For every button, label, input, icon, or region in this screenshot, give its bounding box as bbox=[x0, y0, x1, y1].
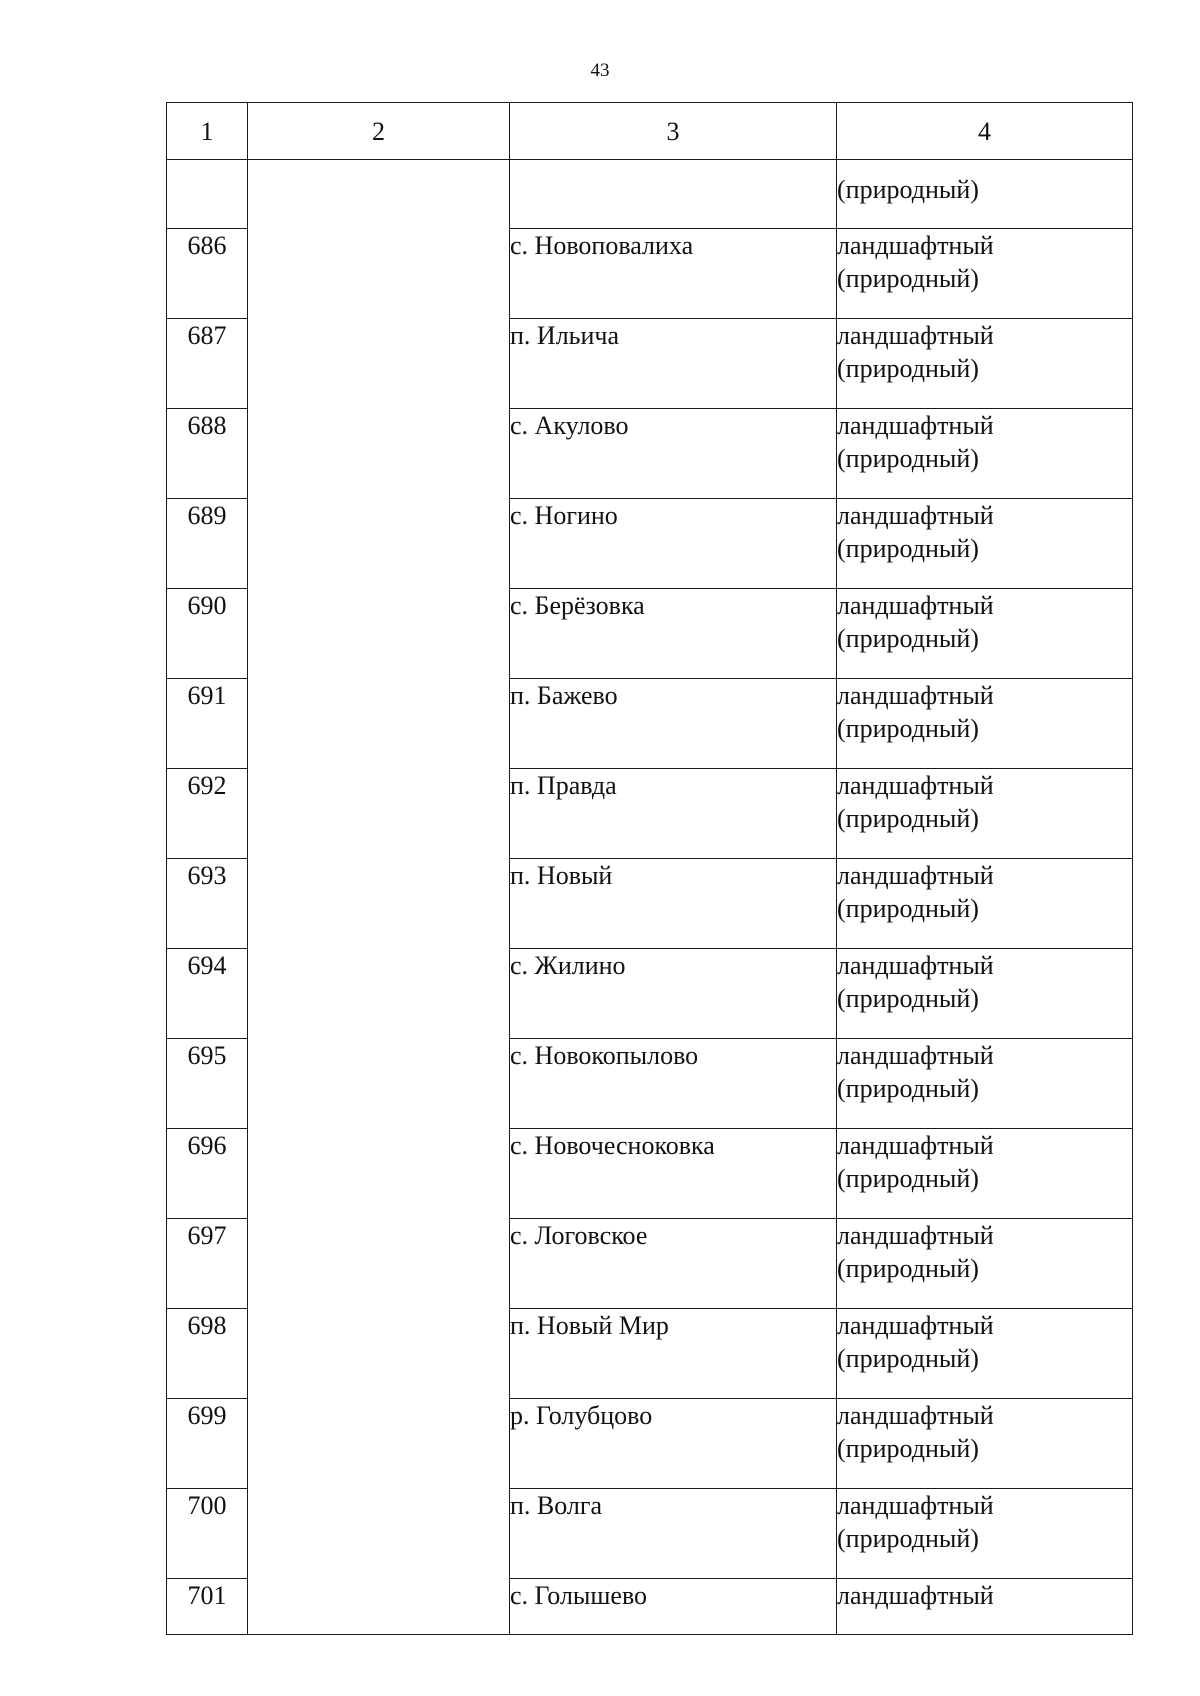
object-type-cell bbox=[837, 1309, 1133, 1399]
settlement-cell: п. Новый Мир bbox=[510, 1309, 837, 1399]
row-number-cell: 687 bbox=[167, 319, 248, 409]
settlement-cell: с. Логовское bbox=[510, 1219, 837, 1309]
settlement-cell: п. Ильича bbox=[510, 319, 837, 409]
object-type-cell bbox=[837, 1219, 1133, 1309]
row-number-cell: 686 bbox=[167, 229, 248, 319]
row-number-cell: 699 bbox=[167, 1399, 248, 1489]
header-col-2: 2 bbox=[248, 103, 510, 160]
row-number-cell: 693 bbox=[167, 859, 248, 949]
settlement-cell bbox=[510, 160, 837, 229]
settlement-cell: р. Голубцово bbox=[510, 1399, 837, 1489]
settlement-cell: с. Голышево bbox=[510, 1579, 837, 1635]
object-type-line1: ландшафтный bbox=[837, 1041, 994, 1070]
row-number-cell: 695 bbox=[167, 1039, 248, 1129]
object-type-line2: (природный) bbox=[837, 264, 979, 293]
row-number-cell: 689 bbox=[167, 499, 248, 589]
page-number: 43 bbox=[590, 60, 610, 81]
row-number-cell: 698 bbox=[167, 1309, 248, 1399]
row-number-cell: 688 bbox=[167, 409, 248, 499]
settlement-cell: с. Новоповалиха bbox=[510, 229, 837, 319]
object-type-line2: (природный) bbox=[837, 1074, 979, 1103]
settlement-cell: с. Новокопылово bbox=[510, 1039, 837, 1129]
header-col-3: 3 bbox=[510, 103, 837, 160]
object-type-line2: (природный) bbox=[837, 1524, 979, 1553]
object-type-cell bbox=[837, 1399, 1133, 1489]
object-type-line2: (природный) bbox=[837, 894, 979, 923]
object-type-cell bbox=[837, 409, 1133, 499]
object-type-line1: ландшафтный bbox=[837, 1221, 994, 1250]
object-type-line1: ландшафтный bbox=[837, 501, 994, 530]
object-type-line2: (природный) bbox=[837, 624, 979, 653]
row-number-cell: 694 bbox=[167, 949, 248, 1039]
object-type-cell bbox=[837, 319, 1133, 409]
object-type-line2: (природный) bbox=[837, 534, 979, 563]
table-row-continuation bbox=[167, 160, 1133, 229]
row-number-cell: 697 bbox=[167, 1219, 248, 1309]
object-type-line1: ландшафтный bbox=[837, 1401, 994, 1430]
row-number-cell: 701 bbox=[167, 1579, 248, 1635]
object-type-line2: (природный) bbox=[837, 1344, 979, 1373]
object-type-cell bbox=[837, 679, 1133, 769]
object-type-line2: (природный) bbox=[837, 984, 979, 1013]
object-type-cell bbox=[837, 499, 1133, 589]
object-type-line1: ландшафтный bbox=[837, 591, 994, 620]
object-type-line1: ландшафтный bbox=[837, 1311, 994, 1340]
table-header-row bbox=[167, 103, 1133, 160]
object-type-cell bbox=[837, 859, 1133, 949]
object-type-line2: (природный) bbox=[837, 175, 979, 204]
object-type-line2: (природный) bbox=[837, 804, 979, 833]
settlement-cell: с. Жилино bbox=[510, 949, 837, 1039]
object-type-line1: ландшафтный bbox=[837, 951, 994, 980]
object-type-line2: (природный) bbox=[837, 1164, 979, 1193]
object-type-line1: ландшафтный bbox=[837, 231, 994, 260]
object-type-cell bbox=[837, 1039, 1133, 1129]
settlement-cell: п. Бажево bbox=[510, 679, 837, 769]
settlement-cell: п. Новый bbox=[510, 859, 837, 949]
header-col-1: 1 bbox=[167, 103, 248, 160]
registry-table bbox=[166, 102, 1133, 1635]
object-type-line1: ландшафтный bbox=[837, 681, 994, 710]
object-type-cell bbox=[837, 229, 1133, 319]
settlement-cell: с. Новочесноковка bbox=[510, 1129, 837, 1219]
settlement-cell: п. Волга bbox=[510, 1489, 837, 1579]
object-type-line1: ландшафтный bbox=[837, 1581, 994, 1610]
settlement-cell: с. Акулово bbox=[510, 409, 837, 499]
settlement-cell: с. Берёзовка bbox=[510, 589, 837, 679]
object-type-line2: (природный) bbox=[837, 354, 979, 383]
settlement-cell: с. Ногино bbox=[510, 499, 837, 589]
header-col-4: 4 bbox=[837, 103, 1133, 160]
object-type-cell bbox=[837, 589, 1133, 679]
object-type-line2: (природный) bbox=[837, 444, 979, 473]
column-2-merged-cell bbox=[248, 160, 510, 1635]
object-type-line1: ландшафтный bbox=[837, 411, 994, 440]
object-type-cell bbox=[837, 160, 1133, 229]
object-type-line2: (природный) bbox=[837, 714, 979, 743]
object-type-line1: ландшафтный bbox=[837, 1491, 994, 1520]
object-type-line1: ландшафтный bbox=[837, 771, 994, 800]
object-type-cell bbox=[837, 1489, 1133, 1579]
object-type-line1: ландшафтный bbox=[837, 321, 994, 350]
object-type-line1: ландшафтный bbox=[837, 861, 994, 890]
row-number-cell: 700 bbox=[167, 1489, 248, 1579]
row-number-cell: 692 bbox=[167, 769, 248, 859]
object-type-cell bbox=[837, 1129, 1133, 1219]
object-type-line1: ландшафтный bbox=[837, 1131, 994, 1160]
object-type-line2: (природный) bbox=[837, 1434, 979, 1463]
row-number-cell: 690 bbox=[167, 589, 248, 679]
object-type-cell bbox=[837, 1579, 1133, 1635]
settlement-cell: п. Правда bbox=[510, 769, 837, 859]
object-type-line2: (природный) bbox=[837, 1254, 979, 1283]
object-type-cell bbox=[837, 949, 1133, 1039]
row-number-cell: 691 bbox=[167, 679, 248, 769]
object-type-cell bbox=[837, 769, 1133, 859]
row-number-cell: 696 bbox=[167, 1129, 248, 1219]
row-number-cell bbox=[167, 160, 248, 229]
